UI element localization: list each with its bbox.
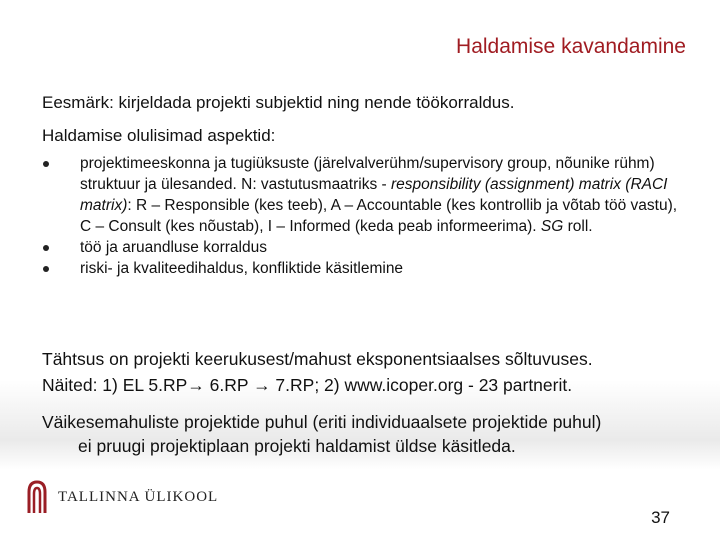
bullet-text: töö ja aruandluse korraldus	[80, 239, 267, 256]
aspects-heading: Haldamise olulisimad aspektid:	[42, 126, 276, 145]
list-item	[42, 258, 692, 279]
importance-text	[42, 346, 593, 398]
small-projects-line-2: ei pruugi projektiplaan projekti haldamist üldse käsitleda.	[78, 436, 516, 456]
small-projects-text	[42, 410, 601, 458]
logo-text: TALLINNA ÜLIKOOL	[58, 488, 219, 505]
aspects-list	[42, 153, 692, 279]
small-projects-line-1: Väikesemahuliste projektide puhul (eriti individuaalsete projektide puhul)	[42, 412, 602, 432]
list-item	[42, 153, 692, 237]
university-logo	[26, 480, 218, 514]
slide-title: Haldamise kavandamine	[456, 35, 686, 58]
importance-line-1: Tähtsus on projekti keerukusest/mahust eksponentsiaalses sõltuvuses.	[42, 349, 593, 369]
bullet-dot-icon	[43, 161, 49, 167]
bullet-text: projektimeeskonna ja tugiüksuste (järelvalverühm/supervisory group, nõunike rühm) struktuur ja ülesanded. N: vastutusmaatriks - responsibility (assignment) matrix (RACI matrix): R – Responsible (kes teeb), A – Accountable (kes kontrollib ja võtab töö vastu), C – Consult (kes nõustab), I – Informed (keda peab informeerima). SG roll.	[80, 155, 678, 235]
goal-text: Eesmärk: kirjeldada projekti subjektid ning nende töökorraldus.	[42, 93, 515, 112]
tlu-arch-logo-icon	[26, 480, 48, 514]
bullet-dot-icon	[43, 266, 49, 272]
list-item	[42, 237, 692, 258]
page-number: 37	[651, 508, 670, 527]
importance-line-2: Näited: 1) EL 5.RP→ 6.RP → 7.RP; 2) www.icoper.org - 23 partnerit.	[42, 375, 573, 395]
bullet-text: riski- ja kvaliteedihaldus, konfliktide käsitlemine	[80, 260, 404, 277]
bullet-dot-icon	[43, 245, 49, 251]
